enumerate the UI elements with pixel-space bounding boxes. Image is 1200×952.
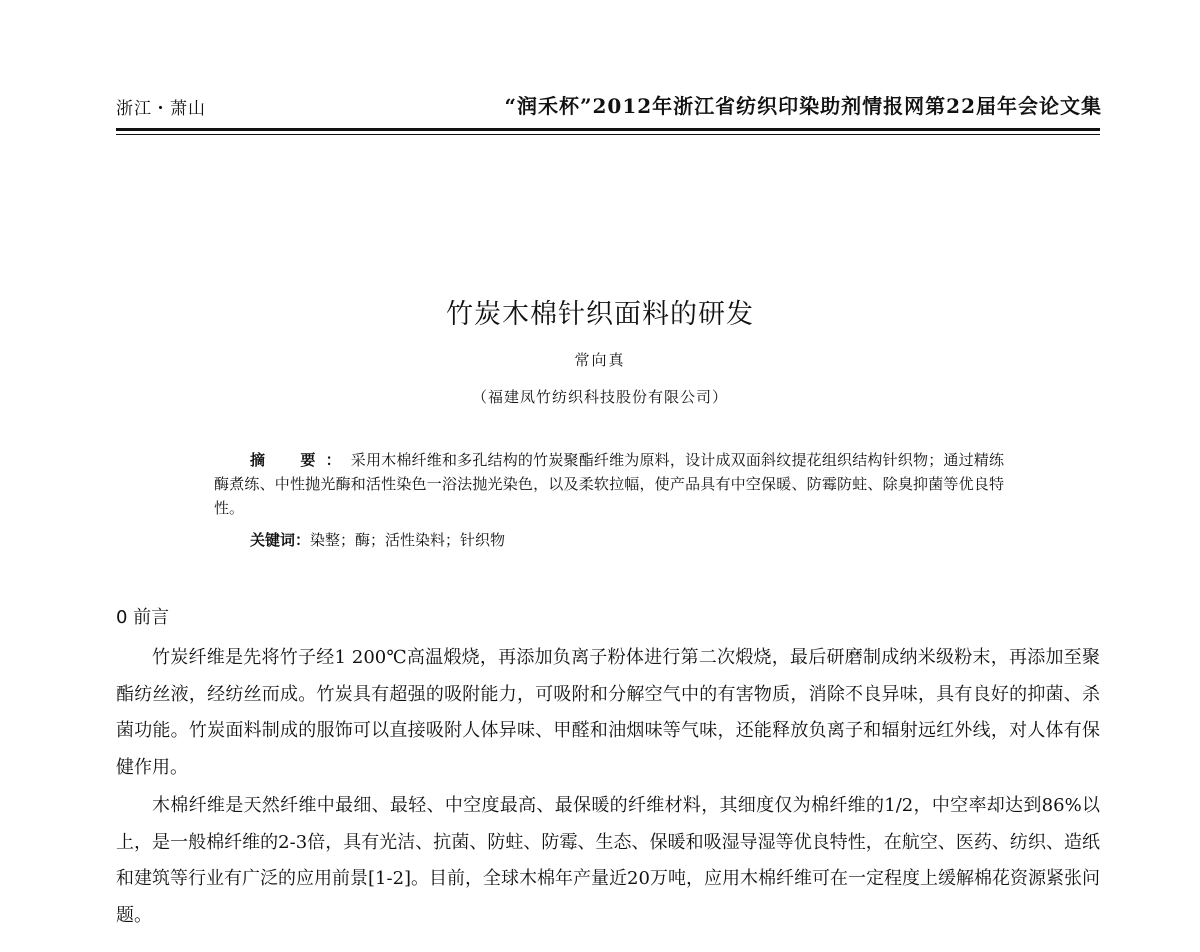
running-header-journal: “润禾杯”2012年浙江省纺织印染助剂情报网第22届年会论文集 (504, 94, 1102, 118)
keywords-label: 关键词： (250, 531, 311, 549)
body-paragraph: 竹炭纤维是先将竹子经1 200℃高温煅烧，再添加负离子粉体进行第二次煅烧，最后研磨制成纳米级粉末，再添加至聚酯纺丝液，经纺丝而成。竹炭具有超强的吸附能力，可吸附和分解空气中的有害物质，消除不良异味，具有良好的抑菌、杀菌功能。竹炭面料制成的服饰可以直接吸附人体异味、甲醛和油烟味等气味，还能释放负离子和辐射远红外线，对人体有保健作用。 (116, 647, 1100, 778)
section-heading-introduction: 0 前言 (116, 607, 170, 628)
running-header-location: 浙江・萧山 (116, 99, 206, 119)
abstract-label: 摘 要： (250, 451, 351, 469)
author-name: 常向真 (574, 351, 626, 369)
body-paragraph: 木棉纤维是天然纤维中最细、最轻、中空度最高、最保暖的纤维材料，其细度仅为棉纤维的1/2，中空率却达到86%以上，是一般棉纤维的2-3倍，具有光洁、抗菌、防蛀、防霉、生态、保暖和吸湿导湿等优良特性，在航空、医药、纺织、造纸和建筑等行业有广泛的应用前景[1-2]。目前，全球木棉年产量近20万吨，应用木棉纤维可在一定程度上缓解棉花资源紧张问题。 (116, 795, 1100, 926)
header-rule-thin (116, 134, 1100, 135)
header-rule-thick (116, 128, 1100, 131)
keywords-text: 染整；酶；活性染料；针织物 (310, 531, 506, 549)
abstract-text: 采用木棉纤维和多孔结构的竹炭聚酯纤维为原料，设计成双面斜纹提花组织结构针织物；通过精练酶煮练、中性抛光酶和活性染色一浴法抛光染色，以及柔软拉幅，使产品具有中空保暖、防霉防蛀、除臭抑菌等优良特性。 (214, 451, 1004, 517)
keywords (250, 528, 505, 552)
abstract (214, 448, 1004, 520)
section-body (116, 640, 1100, 936)
paper-title: 竹炭木棉针织面料的研发 (446, 299, 754, 330)
author-affiliation: （福建凤竹纺织科技股份有限公司） (471, 388, 728, 406)
